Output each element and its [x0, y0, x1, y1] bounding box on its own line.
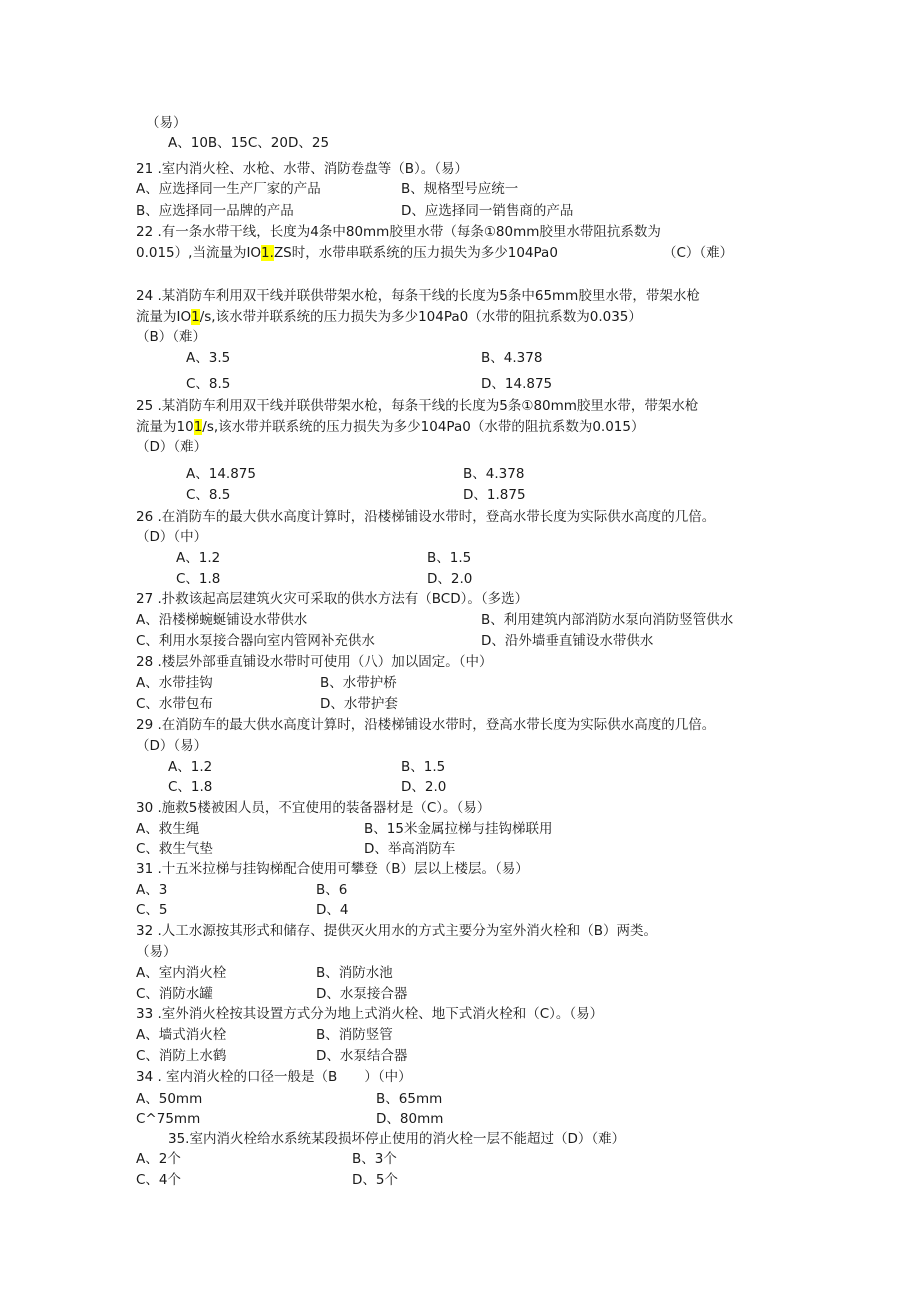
q34-option-c: C^75mm [136, 1111, 201, 1127]
q26-answer: （D）（中） [136, 529, 208, 545]
q28-option-a: A、水带挂钩 [136, 675, 213, 691]
q34-option-d: D、80mm [376, 1111, 444, 1127]
q34-option-b: B、65mm [376, 1091, 443, 1107]
q33-option-a: A、墙式消火栓 [136, 1027, 227, 1043]
q31-option-b: B、6 [316, 882, 348, 898]
q25-option-b: B、4.378 [463, 466, 525, 482]
q31-stem: 31 .十五米拉梯与挂钩梯配合使用可攀登（B）层以上楼层。（易） [136, 861, 529, 877]
q24-highlight: 1 [191, 309, 200, 325]
q35-option-b: B、3个 [352, 1151, 397, 1167]
q28-option-d: D、水带护套 [320, 696, 398, 712]
q21-option-d: D、应选择同一销售商的产品 [401, 203, 574, 219]
q30-stem: 30 .施救5楼被困人员，不宜使用的装备器材是（C）。（易） [136, 800, 491, 816]
q21-option-c: B、应选择同一品牌的产品 [136, 203, 294, 219]
q30-option-a: A、救生绳 [136, 821, 200, 837]
q29-answer: （D）（易） [136, 738, 208, 754]
q32-option-b: B、消防水池 [316, 965, 393, 981]
q22-line-2: 0.015）,当流量为IO1.ZS时，水带串联系统的压力损失为多少104Pa0 [136, 245, 558, 261]
q28-stem: 28 .楼层外部垂直铺设水带时可使用（八）加以固定。（中） [136, 654, 493, 670]
q27-option-d: D、沿外墙垂直铺设水带供水 [481, 633, 654, 649]
q26-option-d: D、2.0 [427, 571, 473, 587]
q35-option-d: D、5个 [352, 1172, 398, 1188]
q24-option-c: C、8.5 [186, 376, 231, 392]
q30-option-d: D、举高消防车 [364, 841, 456, 857]
q31-option-d: D、4 [316, 902, 349, 918]
q32-difficulty: （易） [136, 944, 177, 960]
q29-stem: 29 .在消防车的最大供水高度计算时，沿楼梯铺设水带时，登高水带长度为实际供水高度的几倍。 [136, 717, 716, 733]
q25-option-a: A、14.875 [186, 466, 256, 482]
q27-option-c: C、利用水泵接合器向室内管网补充供水 [136, 633, 375, 649]
q33-stem: 33 .室外消火栓按其设置方式分为地上式消火栓、地下式消火栓和（C）。（易） [136, 1006, 604, 1022]
q30-option-b: B、15米金属拉梯与挂钩梯联用 [364, 821, 553, 837]
q27-stem: 27 .扑救该起高层建筑火灾可采取的供水方法有（BCD）。（多选） [136, 591, 529, 607]
q33-option-b: B、消防竖管 [316, 1027, 393, 1043]
q25-line-1: 25 .某消防车利用双干线并联供带架水枪，每条干线的长度为5条①80mm胶里水带，带架水枪 [136, 398, 699, 414]
q29-option-a: A、1.2 [168, 759, 213, 775]
q24-option-a: A、3.5 [186, 350, 231, 366]
q26-option-a: A、1.2 [176, 550, 221, 566]
q25-highlight: 1 [193, 419, 203, 435]
q21-option-a: A、应选择同一生产厂家的产品 [136, 181, 321, 197]
q21-option-b: B、规格型号应统一 [401, 181, 519, 197]
q21-stem: 21 .室内消火栓、水枪、水带、消防卷盘等（B）。（易） [136, 161, 469, 177]
q32-stem: 32 .人工水源按其形式和储存、提供灭火用水的方式主要分为室外消火栓和（B）两类。 [136, 923, 658, 939]
q34-stem: 34 . 室内消火栓的口径一般是（B ）（中） [136, 1069, 412, 1085]
q24-line-1: 24 .某消防车利用双干线并联供带架水枪，每条干线的长度为5条中65mm胶里水带，带架水枪 [136, 288, 700, 304]
q22-highlight: 1. [261, 245, 274, 261]
q24-answer: （B）（难） [136, 329, 207, 345]
q24-option-b: B、4.378 [481, 350, 543, 366]
q32-option-a: A、室内消火栓 [136, 965, 227, 981]
q25-option-d: D、1.875 [463, 487, 526, 503]
q28-option-c: C、水带包布 [136, 696, 213, 712]
q32-option-d: D、水泵接合器 [316, 986, 408, 1002]
q35-option-a: A、2个 [136, 1151, 181, 1167]
q35-option-c: C、4个 [136, 1172, 182, 1188]
q25-line-2: 流量为101/s,该水带并联系统的压力损失为多少104Pa0（水带的阻抗系数为0.015） [136, 419, 645, 435]
q29-option-b: B、1.5 [401, 759, 446, 775]
q34-option-a: A、50mm [136, 1091, 203, 1107]
q33-option-d: D、水泵结合器 [316, 1048, 408, 1064]
q20-options: A、10B、15C、20D、25 [168, 135, 330, 151]
q32-option-c: C、消防水罐 [136, 986, 213, 1002]
q22-answer: （C）（难） [663, 245, 734, 261]
q29-option-c: C、1.8 [168, 779, 213, 795]
q25-option-c: C、8.5 [186, 487, 231, 503]
q26-option-c: C、1.8 [176, 571, 221, 587]
q24-line-2: 流量为IO1/s,该水带并联系统的压力损失为多少104Pa0（水带的阻抗系数为0.035） [136, 309, 642, 325]
q30-option-c: C、救生气垫 [136, 841, 213, 857]
q26-stem: 26 .在消防车的最大供水高度计算时，沿楼梯铺设水带时，登高水带长度为实际供水高度的几倍。 [136, 509, 716, 525]
q31-option-c: C、5 [136, 902, 168, 918]
q29-option-d: D、2.0 [401, 779, 447, 795]
q25-answer: （D）（难） [136, 439, 208, 455]
q24-option-d: D、14.875 [481, 376, 553, 392]
q31-option-a: A、3 [136, 882, 168, 898]
q27-option-b: B、利用建筑内部消防水泵向消防竖管供水 [481, 612, 734, 628]
q27-option-a: A、沿楼梯蜿蜒铺设水带供水 [136, 612, 308, 628]
q28-option-b: B、水带护桥 [320, 675, 397, 691]
q26-option-b: B、1.5 [427, 550, 472, 566]
q35-stem: 35.室内消火栓给水系统某段损坏停止使用的消火栓一层不能超过（D）（难） [168, 1131, 626, 1147]
q22-line-1: 22 .有一条水带干线，长度为4条中80mm胶里水带（每条①80mm胶里水带阻抗系数为 [136, 224, 661, 240]
q20-difficulty: （易） [146, 115, 187, 131]
q33-option-c: C、消防上水鹤 [136, 1048, 227, 1064]
